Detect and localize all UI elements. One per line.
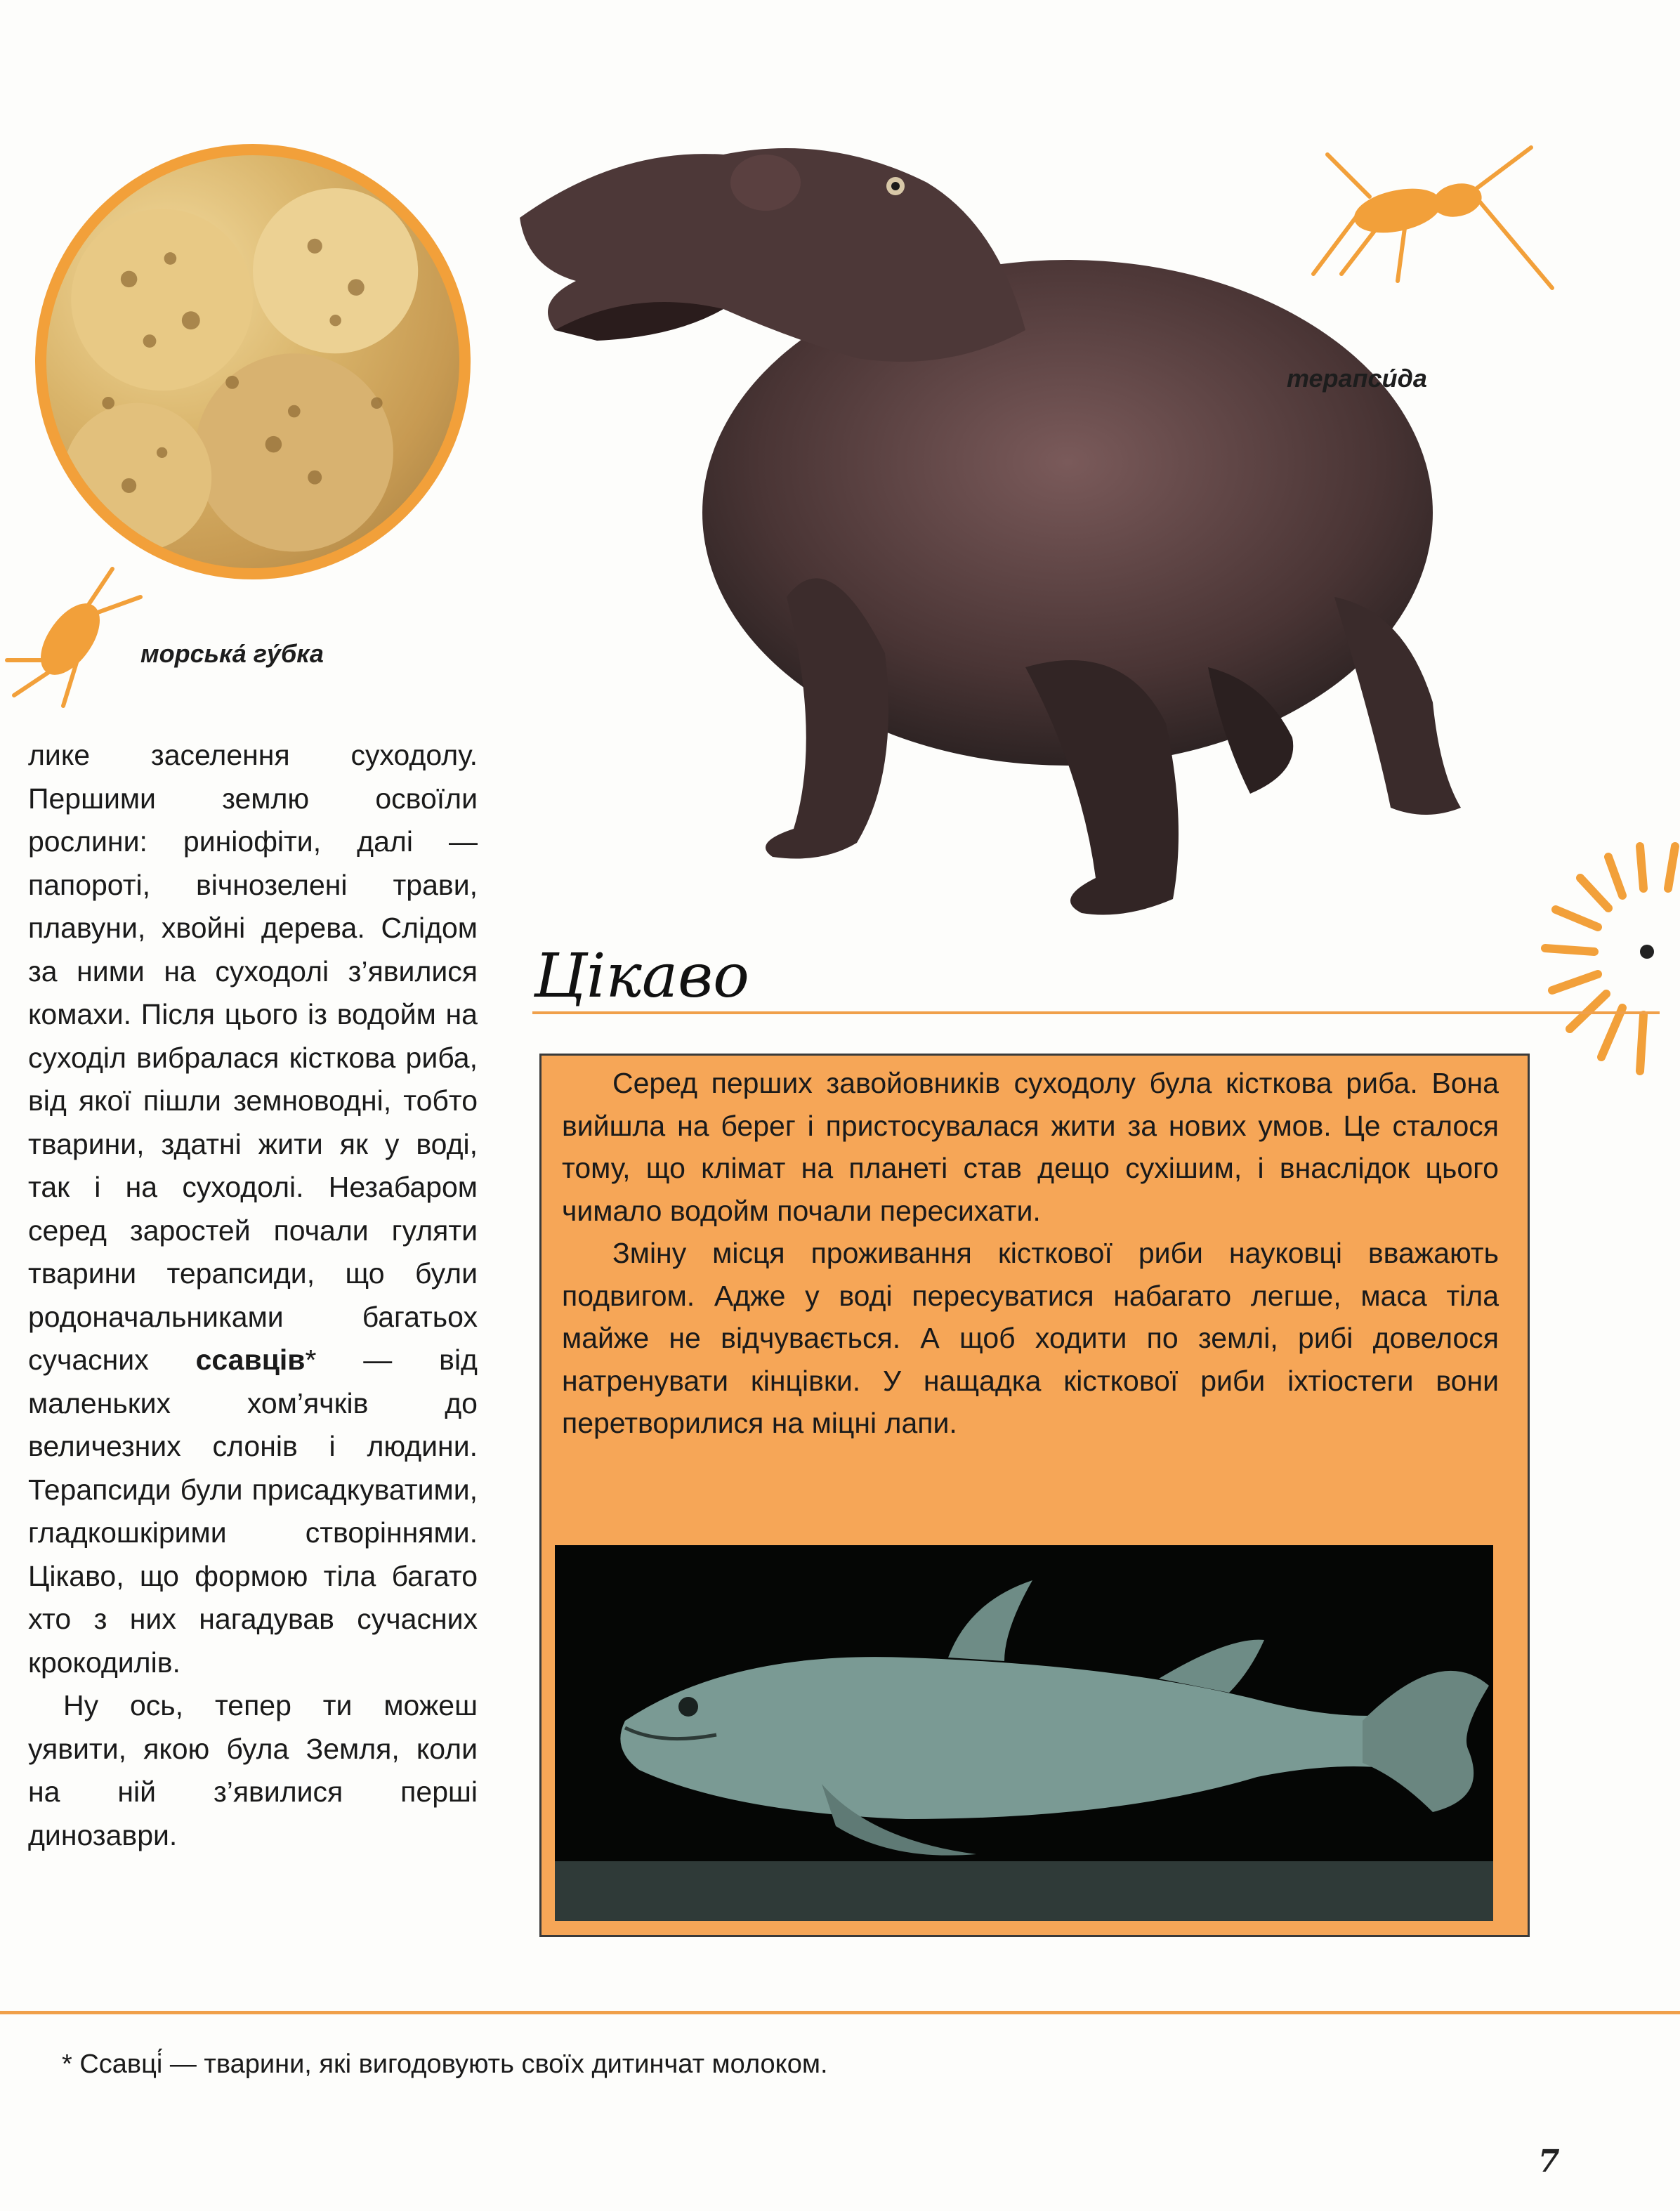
footnote: * Ссавці́ — тварини, які вигодовують своїх дитинчат молоком.	[62, 2049, 828, 2079]
box-paragraph-2: Зміну місця проживання кісткової риби науковці вважають подвигом. Адже у воді пересуватися набагато легше, маса тіла майже не відчувається. А щоб ходити по землі, рибі довелося натренувати кінцівки. У нащадка кісткової риби іхтіостеги вони перетворилися на міцні лапи.	[562, 1237, 1499, 1439]
sponge-caption: морська́ гу́бка	[140, 639, 324, 668]
therapsid-caption: терапси́да	[1287, 364, 1427, 393]
term-mammals: ссавців	[195, 1344, 306, 1376]
body-paragraph-2: Ну ось, тепер ти можеш уявити, якою була Земля, коли на ній з’явилися перші динозаври.	[28, 1689, 478, 1851]
heading-rule	[532, 1011, 1660, 1014]
interesting-heading: Цікаво	[534, 941, 749, 1011]
coelacanth-photo	[555, 1545, 1493, 1921]
therapsid-illustration	[492, 105, 1559, 955]
interesting-box-text	[562, 1062, 1499, 1445]
insect-icon	[0, 555, 162, 716]
page-number: 7	[1538, 2144, 1560, 2179]
box-paragraph-1: Серед перших завойовників суходолу була кісткова риба. Вона вийшла на берег і пристосувалася жити за нових умов. Це сталося тому, що клімат на планеті став дещо сухішим, і внаслідок цього чимало водойм почали пересихати.	[562, 1067, 1499, 1227]
body-paragraph-1-rest: * — від маленьких хом’ячків до величезних слонів і людини. Терапсиди були присадкуватими, гладкошкірими створіннями. Цікаво, що формою тіла багато хто з них нагадував сучасних крокодилів.	[28, 1344, 478, 1679]
sea-sponge-photo	[35, 144, 471, 579]
body-text-column	[28, 734, 478, 1857]
body-paragraph-1: лике заселення суходолу. Першими землю освоїли рослини: риніофіти, далі — папороті, вічнозелені трави, плавуни, хвойні дерева. Слідом за ними на суходолі з’явилися комахи. Після цього із водойм на суходіл вибралася кісткова риба, від якої пішли земноводні, тобто тварини, здатні жити як у воді, так і на суходолі. Незабаром серед заростей почали гуляти тварини терапсиди, що були родоначальниками багатьох сучасних	[28, 739, 478, 1376]
footnote-rule	[0, 2011, 1680, 2014]
